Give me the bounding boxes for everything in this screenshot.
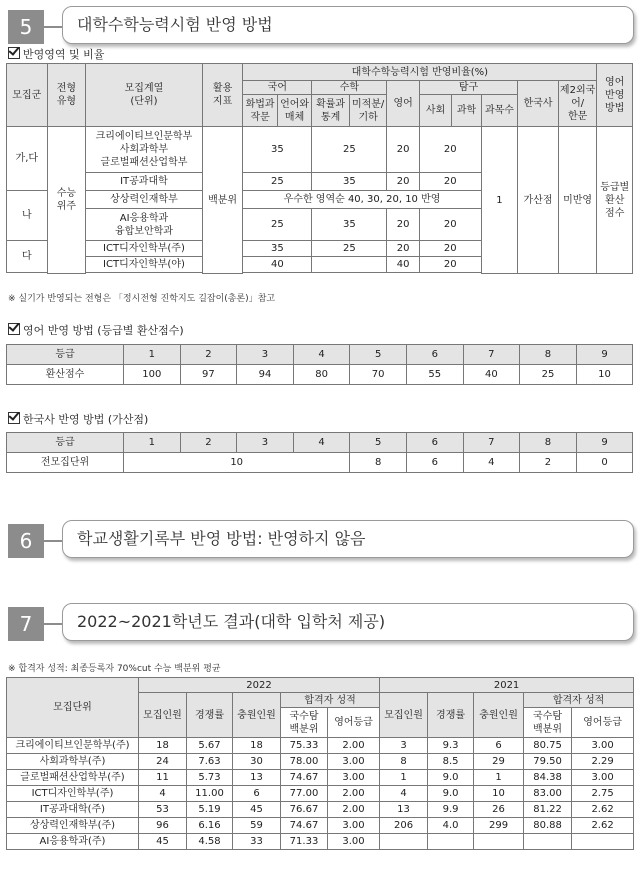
h-engm: 영어 반영 방법 <box>597 64 633 127</box>
cell: 20 <box>387 127 419 173</box>
table-row <box>7 770 634 786</box>
result-cell: 45 <box>139 834 187 850</box>
h-rate: 경쟁률 <box>187 693 233 738</box>
h-m2: 미적분/ 기하 <box>349 95 387 127</box>
h-rate: 경쟁률 <box>428 693 474 738</box>
result-cell: 18 <box>233 738 281 754</box>
grade-header: 4 <box>293 433 350 453</box>
grade-value: 70 <box>350 365 407 385</box>
result-cell <box>428 834 474 850</box>
result-cell: 74.67 <box>281 770 328 786</box>
cell: 10 <box>124 453 350 473</box>
result-cell: 3.00 <box>328 754 380 770</box>
unit-name: AI응용학과(주) <box>7 834 139 850</box>
cell: 35 <box>243 127 312 173</box>
result-cell: 4 <box>139 786 187 802</box>
table-row <box>7 786 634 802</box>
grade-header: 7 <box>463 433 520 453</box>
grade-header: 2 <box>180 345 237 365</box>
result-cell: 3 <box>380 738 428 754</box>
result-cell: 206 <box>380 818 428 834</box>
unit-cell: IT공과대학 <box>86 173 203 191</box>
unit-name: 사회과학부(주) <box>7 754 139 770</box>
result-cell: 4.0 <box>428 818 474 834</box>
grade-value: 80 <box>293 365 350 385</box>
cell: 20 <box>419 127 481 173</box>
result-cell: 6 <box>474 738 524 754</box>
result-cell: 1 <box>474 770 524 786</box>
connector <box>44 623 62 625</box>
h-eng: 영어등급 <box>328 708 380 738</box>
result-cell: 8 <box>380 754 428 770</box>
cell: 40 <box>243 257 312 273</box>
hist-cell: 가산점 <box>518 127 559 274</box>
grade-header: 5 <box>350 433 407 453</box>
result-cell: 11.00 <box>187 786 233 802</box>
h-second: 제2외국 어/ 한문 <box>558 81 597 127</box>
result-cell <box>474 834 524 850</box>
result-cell: 29 <box>474 754 524 770</box>
cell: 25 <box>243 173 312 191</box>
result-cell: 6 <box>233 786 281 802</box>
result-cell: 13 <box>380 802 428 818</box>
result-cell: 5.73 <box>187 770 233 786</box>
result-cell: 3.00 <box>328 818 380 834</box>
subheading-english <box>8 322 184 338</box>
result-cell: 71.33 <box>281 834 328 850</box>
subheading-text: 한국사 반영 방법 (가산점) <box>23 413 149 426</box>
grade-header: 6 <box>406 433 463 453</box>
table-row <box>7 738 634 754</box>
result-cell: 53 <box>139 802 187 818</box>
group-cell: 다 <box>7 241 48 273</box>
cell: 40 <box>387 257 419 273</box>
subheading-history <box>8 411 148 427</box>
cell: 35 <box>312 209 387 241</box>
h-ratio: 대학수학능력시험 반영비율(%) <box>243 64 597 81</box>
cell: 20 <box>419 241 481 257</box>
h-type: 전형 유형 <box>47 64 86 127</box>
unit-cell: AI응용학과 융합보안학과 <box>86 209 203 241</box>
unit-cell: ICT디자인학부(주) <box>86 241 203 257</box>
result-cell: 2.62 <box>572 802 634 818</box>
subheading-text: 반영영역 및 비율 <box>23 48 105 61</box>
h-unit: 모집단위 <box>7 678 139 738</box>
cell: 25 <box>312 241 387 257</box>
cell: 25 <box>312 127 387 173</box>
h-year-2021: 2021 <box>380 678 634 693</box>
row-label: 환산점수 <box>7 365 124 385</box>
h-index: 활용 지표 <box>202 64 243 127</box>
result-cell: 26 <box>474 802 524 818</box>
result-cell: 77.00 <box>281 786 328 802</box>
grade-header: 1 <box>124 345 181 365</box>
result-cell <box>524 834 572 850</box>
result-cell: 11 <box>139 770 187 786</box>
grade-header: 5 <box>350 345 407 365</box>
grade-value: 25 <box>520 365 577 385</box>
result-cell: 299 <box>474 818 524 834</box>
cell: 20 <box>419 209 481 241</box>
result-cell: 2.00 <box>328 738 380 754</box>
grade-value: 0 <box>576 453 633 473</box>
cell: 20 <box>419 257 481 273</box>
grade-header: 2 <box>180 433 237 453</box>
unit-name: 상상력인재학부(주) <box>7 818 139 834</box>
h-grade: 등급 <box>7 345 124 365</box>
section-number: 7 <box>8 607 44 641</box>
grade-value: 4 <box>463 453 520 473</box>
index-cell: 백분위 <box>202 127 243 274</box>
result-cell: 80.75 <box>524 738 572 754</box>
connector <box>44 26 62 28</box>
h-s3: 과목수 <box>481 95 518 127</box>
group-cell: 가,다 <box>7 127 48 191</box>
unit-name: 크리에이티브인문학부(주) <box>7 738 139 754</box>
unit-name: ICT디자인학부(주) <box>7 786 139 802</box>
h-n: 모집인원 <box>139 693 187 738</box>
section-title: 학교생활기록부 반영 방법: 반영하지 않음 <box>62 520 634 558</box>
engm-cell: 등급별 환산 점수 <box>597 127 633 274</box>
result-cell: 80.88 <box>524 818 572 834</box>
grade-value: 55 <box>406 365 463 385</box>
h-grade: 등급 <box>7 433 124 453</box>
result-cell <box>380 834 428 850</box>
result-cell: 6.16 <box>187 818 233 834</box>
grade-value: 8 <box>350 453 407 473</box>
result-cell: 96 <box>139 818 187 834</box>
result-cell: 7.63 <box>187 754 233 770</box>
result-cell: 75.33 <box>281 738 328 754</box>
second-cell: 미반영 <box>558 127 597 274</box>
result-cell: 59 <box>233 818 281 834</box>
result-cell: 3.00 <box>572 770 634 786</box>
grade-value: 2 <box>520 453 577 473</box>
unit-cell: 크리에이티브인문학부 사회과학부 글로벌패션산업학부 <box>86 127 203 173</box>
result-cell: 5.67 <box>187 738 233 754</box>
group-cell: 나 <box>7 191 48 241</box>
h-year-2022: 2022 <box>139 678 380 693</box>
cell: 20 <box>387 173 419 191</box>
cell: 35 <box>312 173 387 191</box>
grade-header: 7 <box>463 345 520 365</box>
result-cell: 2.62 <box>572 818 634 834</box>
result-cell: 1 <box>380 770 428 786</box>
h-inq: 탐구 <box>419 81 517 95</box>
unit-cell: ICT디자인학부(야) <box>86 257 203 273</box>
grade-header: 8 <box>520 345 577 365</box>
section-number: 6 <box>8 524 44 558</box>
result-cell: 9.3 <box>428 738 474 754</box>
cell: 우수한 영역순 40, 30, 20, 10 반영 <box>243 191 481 209</box>
unit-cell: 상상력인재학부 <box>86 191 203 209</box>
result-cell: 74.67 <box>281 818 328 834</box>
result-cell: 9.0 <box>428 786 474 802</box>
h-k2: 언어와 매체 <box>277 95 311 127</box>
section-7-header <box>4 603 634 637</box>
type-cell: 수능 위주 <box>47 127 86 274</box>
spacer <box>7 273 86 274</box>
h-unit: 모집계열 (단위) <box>86 64 203 127</box>
result-cell: 4.58 <box>187 834 233 850</box>
section-6-header <box>4 520 634 554</box>
result-cell: 84.38 <box>524 770 572 786</box>
grade-header: 9 <box>576 345 633 365</box>
grade-header: 4 <box>293 345 350 365</box>
table-row <box>7 754 634 770</box>
section-title: 대학수학능력시험 반영 방법 <box>62 6 634 44</box>
h-pct: 국수탐 백분위 <box>281 708 328 738</box>
cell: 35 <box>243 241 312 257</box>
h-n: 모집인원 <box>380 693 428 738</box>
count-cell: 1 <box>481 127 518 274</box>
result-cell: 81.22 <box>524 802 572 818</box>
checkbox-icon <box>8 323 20 335</box>
table-row <box>7 834 634 850</box>
h-s2: 과학 <box>452 95 481 127</box>
table-row <box>7 818 634 834</box>
row-label: 전모집단위 <box>7 453 124 473</box>
result-cell: 4 <box>380 786 428 802</box>
grade-value: 40 <box>463 365 520 385</box>
result-cell: 2.00 <box>328 802 380 818</box>
result-cell: 83.00 <box>524 786 572 802</box>
grade-value: 100 <box>124 365 181 385</box>
h-k1: 화법과 작문 <box>243 95 277 127</box>
grade-value: 94 <box>237 365 294 385</box>
result-cell: 3.00 <box>328 834 380 850</box>
cell <box>312 257 387 273</box>
grade-header: 9 <box>576 433 633 453</box>
table-row <box>7 802 634 818</box>
result-cell: 33 <box>233 834 281 850</box>
grade-header: 3 <box>237 433 294 453</box>
h-score: 합격자 성적 <box>281 693 380 708</box>
spacer <box>86 273 420 274</box>
section-5-header <box>4 6 634 40</box>
grade-value: 10 <box>576 365 633 385</box>
result-cell: 10 <box>474 786 524 802</box>
grade-value: 97 <box>180 365 237 385</box>
h-fill: 충원인원 <box>233 693 281 738</box>
grade-header: 8 <box>520 433 577 453</box>
h-korean: 국어 <box>243 81 312 95</box>
grade-header: 1 <box>124 433 181 453</box>
h-score: 합격자 성적 <box>524 693 634 708</box>
h-eng: 영어 <box>387 81 419 127</box>
result-cell: 8.5 <box>428 754 474 770</box>
h-group: 모집군 <box>7 64 48 127</box>
section-number: 5 <box>8 10 44 44</box>
results-table <box>6 677 634 850</box>
result-cell <box>572 834 634 850</box>
result-cell: 76.67 <box>281 802 328 818</box>
result-cell: 78.00 <box>281 754 328 770</box>
result-cell: 2.00 <box>328 786 380 802</box>
cell: 25 <box>243 209 312 241</box>
cell: 20 <box>387 209 419 241</box>
result-cell: 2.75 <box>572 786 634 802</box>
grade-value: 6 <box>406 453 463 473</box>
english-table <box>6 344 633 385</box>
grade-header: 6 <box>406 345 463 365</box>
subheading-text: 영어 반영 방법 (등급별 환산점수) <box>23 324 184 337</box>
unit-name: IT공과대학(주) <box>7 802 139 818</box>
grade-header: 3 <box>237 345 294 365</box>
result-cell: 9.0 <box>428 770 474 786</box>
result-cell: 9.9 <box>428 802 474 818</box>
history-table <box>6 432 633 473</box>
h-pct: 국수탐 백분위 <box>524 708 572 738</box>
result-cell: 79.50 <box>524 754 572 770</box>
section-title: 2022~2021학년도 결과(대학 입학처 제공) <box>62 603 634 641</box>
h-eng: 영어등급 <box>572 708 634 738</box>
result-cell: 45 <box>233 802 281 818</box>
result-cell: 13 <box>233 770 281 786</box>
result-cell: 18 <box>139 738 187 754</box>
cell: 20 <box>387 241 419 257</box>
h-s1: 사회 <box>419 95 451 127</box>
ratio-table <box>6 63 633 274</box>
result-cell: 24 <box>139 754 187 770</box>
note-practical: ※ 실기가 반영되는 전형은 「정시전형 진학지도 길잡이(총론)」참고 <box>8 294 276 304</box>
result-cell: 2.29 <box>572 754 634 770</box>
checkbox-icon <box>8 412 20 424</box>
result-cell: 3.00 <box>328 770 380 786</box>
cell: 20 <box>419 173 481 191</box>
note-scores: ※ 합격자 성적: 최종등록자 70%cut 수능 백분위 평균 <box>8 664 221 674</box>
unit-name: 글로벌패션산업학부(주) <box>7 770 139 786</box>
result-cell: 3.00 <box>572 738 634 754</box>
h-math: 수학 <box>312 81 387 95</box>
h-fill: 충원인원 <box>474 693 524 738</box>
subheading-ratio <box>8 46 104 62</box>
h-hist: 한국사 <box>518 81 559 127</box>
checkbox-icon <box>8 47 20 59</box>
result-cell: 30 <box>233 754 281 770</box>
connector <box>44 540 62 542</box>
h-m1: 확률과 통계 <box>312 95 350 127</box>
result-cell: 5.19 <box>187 802 233 818</box>
